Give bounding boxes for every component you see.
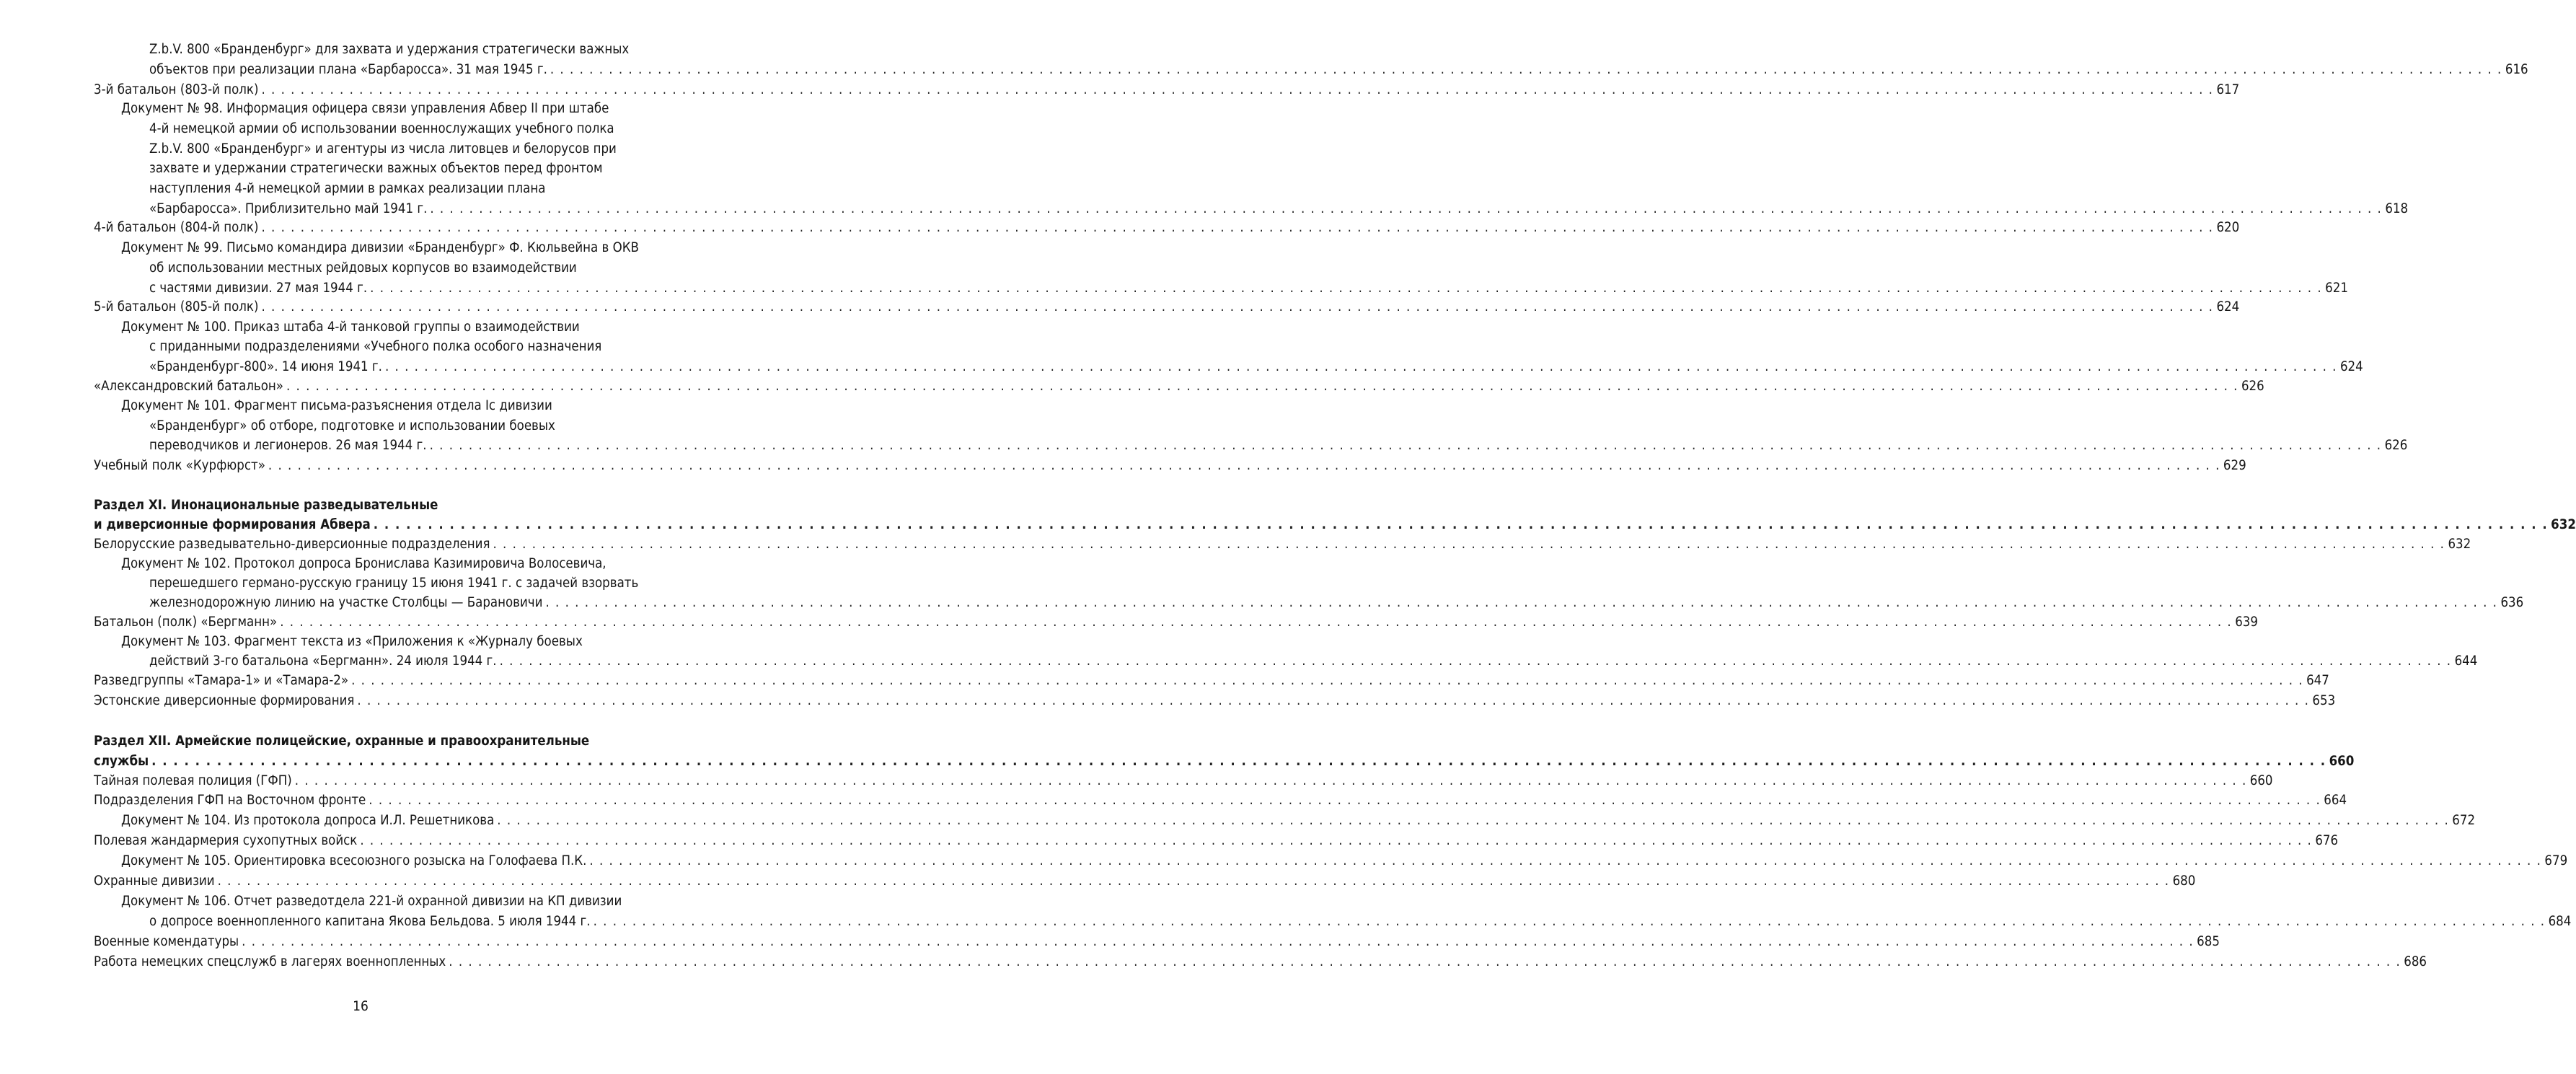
dot-leader: . . . . . . . . . . . . . . . . . . . . . . . . . . . . . . . . . . . . . . . . . . . . . . . . . . . . . . . . . . . . . . . . . . . . . . . . . . . . . . . . . . . . . . . . . . . . . . . . . . . . . . . . . . . . . . . . . . . . . . . . . . . . . . . . . . . . . . . . . . . . . . . . . . . . . . . . . . . . . . . . . . . . . . . . . . . . . . . . . . . . . . . . . . . . . . . . . . . . . . . . <box>545 595 2498 610</box>
toc-entry-title: Документ № 102. Протокол допроса Бронислава Казимировича Волосевича, <box>121 556 606 571</box>
toc-entry-title: Раздел XI. Инонациональные разведывательные <box>94 498 438 513</box>
toc-entry-title: объектов при реализации плана «Барбаросса». 31 мая 1945 г. <box>149 62 547 77</box>
toc-entry-title: Эстонские диверсионные формирования <box>94 693 355 708</box>
toc-line <box>121 99 609 119</box>
toc-line <box>94 791 2347 811</box>
dot-leader: . . . . . . . . . . . . . . . . . . . . . . . . . . . . . . . . . . . . . . . . . . . . . . . . . . . . . . . . . . . . . . . . . . . . . . . . . . . . . . . . . . . . . . . . . . . . . . . . . . . . . . . . . . . . . . . . . . . . . . . . . . . . . . . . . . . . . . . . . . . . . . . . . . . . . . . . . . . . . . . . . . . . . . . . . . . . . . . . . . . . . . . . . . . . . . . . . . . . . . . . <box>589 853 2542 868</box>
toc-line <box>121 811 2476 831</box>
page-number: 16 <box>353 998 369 1014</box>
toc-line <box>121 851 2568 871</box>
toc-page-number: 685 <box>2197 934 2220 949</box>
toc-page-number: 660 <box>2249 773 2273 788</box>
dot-leader: . . . . . . . . . . . . . . . . . . . . . . . . . . . . . . . . . . . . . . . . . . . . . . . . . . . . . . . . . . . . . . . . . . . . . . . . . . . . . . . . . . . . . . . . . . . . . . . . . . . . . . . . . . . . . . . . . . . . . . . . . . . . . . . . . . . . . . . . . . . . . . . . . . . . . . . . . . . . . . . . . . . . . . . . . . . . . . . . . . . . . . . . . . . . . . . . . . . . . . . . <box>384 359 2337 374</box>
toc-entry-title: Раздел XII. Армейские полицейские, охранные и правоохранительные <box>94 734 590 749</box>
toc-entry-title: Документ № 104. Из протокола допроса И.Л. Решетникова <box>121 813 495 828</box>
toc-entry-title: железнодорожную линию на участке Столбцы — Барановичи <box>149 595 543 610</box>
toc-line <box>94 534 2471 555</box>
toc-entry-title: захвате и удержании стратегически важных объектов перед фронтом <box>149 161 603 176</box>
dot-leader: . . . . . . . . . . . . . . . . . . . . . . . . . . . . . . . . . . . . . . . . . . . . . . . . . . . . . . . . . . . . . . . . . . . . . . . . . . . . . . . . . . . . . . . . . . . . . . . . . . . . . . . . . . . . . . . . . . . . . . . . . . . . . . . . . . . . . . . . . . . . . . . . . . . . . . . . . . . . . . . . . . . . . . . . . . . . . . . . . . . . . . . . . . . . . . . . . . . . . . . . <box>497 813 2450 828</box>
toc-entry-title: Полевая жандармерия сухопутных войск <box>94 833 358 848</box>
toc-line <box>149 416 555 436</box>
toc-page-number: 679 <box>2544 853 2568 868</box>
toc-page-number: 686 <box>2404 954 2427 969</box>
toc-entry-title: Документ № 106. Отчет разведотдела 221-й охранной дивизии на КП дивизии <box>121 894 622 909</box>
toc-line <box>121 317 580 338</box>
dot-leader: . . . . . . . . . . . . . . . . . . . . . . . . . . . . . . . . . . . . . . . . . . . . . . . . . . . . . . . . . . . . . . . . . . . . . . . . . . . . . . . . . . . . . . . . . . . . . . . . . . . . . . . . . . . . . . . . . . . . . . . . . . . . . . . . . . . . . . . . . . . . . . . . . . . . . . . . . . . . . . . . . . . . . . . . . . . . . . . . . . . . . . . . . . . . . . . . . . . . . . . . <box>151 754 2326 769</box>
toc-entry-title: Белорусские разведывательно-диверсионные подразделения <box>94 537 490 552</box>
toc-line <box>94 831 2339 851</box>
dot-leader: . . . . . . . . . . . . . . . . . . . . . . . . . . . . . . . . . . . . . . . . . . . . . . . . . . . . . . . . . . . . . . . . . . . . . . . . . . . . . . . . . . . . . . . . . . . . . . . . . . . . . . . . . . . . . . . . . . . . . . . . . . . . . . . . . . . . . . . . . . . . . . . . . . . . . . . . . . . . . . . . . . . . . . . . . . . . . . . . . . . . . . . . . . . . . . . . . . . . . . . . <box>294 773 2247 788</box>
toc-entry-title: Документ № 103. Фрагмент текста из «Приложения к «Журналу боевых <box>121 634 583 649</box>
toc-entry-title: Тайная полевая полиция (ГФП) <box>94 773 292 788</box>
toc-line <box>149 337 601 357</box>
dot-leader: . . . . . . . . . . . . . . . . . . . . . . . . . . . . . . . . . . . . . . . . . . . . . . . . . . . . . . . . . . . . . . . . . . . . . . . . . . . . . . . . . . . . . . . . . . . . . . . . . . . . . . . . . . . . . . . . . . . . . . . . . . . . . . . . . . . . . . . . . . . . . . . . . . . . . . . . . . . . . . . . . . . . . . . . . . . . . . . . . . . . . . . . . . . . . . . . . . . . . . . . <box>550 62 2502 77</box>
toc-entry-title: 5-й батальон (805-й полк) <box>94 299 259 314</box>
toc-page-number: 660 <box>2329 754 2355 769</box>
toc-page-number: 680 <box>2172 873 2196 889</box>
toc-line <box>94 297 2240 317</box>
toc-page-number: 632 <box>2448 537 2471 552</box>
toc-line <box>94 671 2329 691</box>
toc-page-number: 621 <box>2325 281 2348 296</box>
toc-line <box>121 632 583 652</box>
toc-entry-title: Учебный полк «Курфюрст» <box>94 458 265 473</box>
toc-entry-title: Документ № 101. Фрагмент письма-разъяснения отдела Ic дивизии <box>121 398 552 413</box>
toc-entry-title: 4-й батальон (804-й полк) <box>94 220 259 235</box>
toc-page-number: 624 <box>2216 299 2240 314</box>
toc-entry-title: о допросе военнопленного капитана Якова Бельдова. 5 июля 1944 г. <box>149 914 591 929</box>
toc-entry-title: Подразделения ГФП на Восточном фронте <box>94 793 366 808</box>
toc-page-number: 632 <box>2551 517 2576 532</box>
dot-leader: . . . . . . . . . . . . . . . . . . . . . . . . . . . . . . . . . . . . . . . . . . . . . . . . . . . . . . . . . . . . . . . . . . . . . . . . . . . . . . . . . . . . . . . . . . . . . . . . . . . . . . . . . . . . . . . . . . . . . . . . . . . . . . . . . . . . . . . . . . . . . . . . . . . . . . . . . . . . . . . . . . . . . . . . . . . . . . . . . . . . . . . . . . . . . . . . . . . . . . . . <box>261 82 2214 97</box>
toc-line <box>94 871 2196 892</box>
dot-leader: . . . . . . . . . . . . . . . . . . . . . . . . . . . . . . . . . . . . . . . . . . . . . . . . . . . . . . . . . . . . . . . . . . . . . . . . . . . . . . . . . . . . . . . . . . . . . . . . . . . . . . . . . . . . . . . . . . . . . . . . . . . . . . . . . . . . . . . . . . . . . . . . . . . . . . . . . . . . . . . . . . . . . . . . . . . . . . . . . . . . . . . . . . . . . . . . . . . . . . . . <box>280 615 2233 630</box>
dot-leader: . . . . . . . . . . . . . . . . . . . . . . . . . . . . . . . . . . . . . . . . . . . . . . . . . . . . . . . . . . . . . . . . . . . . . . . . . . . . . . . . . . . . . . . . . . . . . . . . . . . . . . . . . . . . . . . . . . . . . . . . . . . . . . . . . . . . . . . . . . . . . . . . . . . . . . . . . . . . . . . . . . . . . . . . . . . . . . . . . . . . . . . . . . . . . . . . . . . . . . . . <box>351 673 2304 688</box>
toc-line <box>121 892 622 912</box>
toc-entry-title: об использовании местных рейдовых корпусов во взаимодействии <box>149 260 577 276</box>
toc-line <box>149 357 2363 377</box>
toc-line <box>94 456 2246 476</box>
toc-entry-title: Военные комендатуры <box>94 934 239 949</box>
dot-leader: . . . . . . . . . . . . . . . . . . . . . . . . . . . . . . . . . . . . . . . . . . . . . . . . . . . . . . . . . . . . . . . . . . . . . . . . . . . . . . . . . . . . . . . . . . . . . . . . . . . . . . . . . . . . . . . . . . . . . . . . . . . . . . . . . . . . . . . . . . . . . . . . . . . . . . . . . . . . . . . . . . . . . . . . . . . . . . . . . . . . . . . . . . . . . . . . . . . . . . . . <box>370 281 2323 296</box>
dot-leader: . . . . . . . . . . . . . . . . . . . . . . . . . . . . . . . . . . . . . . . . . . . . . . . . . . . . . . . . . . . . . . . . . . . . . . . . . . . . . . . . . . . . . . . . . . . . . . . . . . . . . . . . . . . . . . . . . . . . . . . . . . . . . . . . . . . . . . . . . . . . . . . . . . . . . . . . . . . . . . . . . . . . . . . . . . . . . . . . . . . . . . . . . . . . . . . . . . . . . . . . <box>357 693 2310 708</box>
toc-line <box>149 436 2408 456</box>
toc-entry-title: «Бранденбург-800». 14 июня 1941 г. <box>149 359 382 374</box>
toc-line <box>149 258 577 278</box>
toc-page-number: 616 <box>2505 62 2528 77</box>
dot-leader: . . . . . . . . . . . . . . . . . . . . . . . . . . . . . . . . . . . . . . . . . . . . . . . . . . . . . . . . . . . . . . . . . . . . . . . . . . . . . . . . . . . . . . . . . . . . . . . . . . . . . . . . . . . . . . . . . . . . . . . . . . . . . . . . . . . . . . . . . . . . . . . . . . . . . . . . . . . . . . . . . . . . . . . . . . . . . . . . . . . . . . . . . . . . . . . . . . . . . . . . <box>360 833 2313 848</box>
toc-page-number: 626 <box>2384 438 2408 453</box>
toc-entry-title: Z.b.V. 800 «Бранденбург» для захвата и удержания стратегически важных <box>149 42 630 57</box>
toc-line <box>149 40 629 60</box>
toc-entry-title: Документ № 98. Информация офицера связи управления Абвер II при штабе <box>121 101 609 116</box>
toc-page-number: 664 <box>2324 793 2347 808</box>
dot-leader: . . . . . . . . . . . . . . . . . . . . . . . . . . . . . . . . . . . . . . . . . . . . . . . . . . . . . . . . . . . . . . . . . . . . . . . . . . . . . . . . . . . . . . . . . . . . . . . . . . . . . . . . . . . . . . . . . . . . . . . . . . . . . . . . . . . . . . . . . . . . . . . . . . . . . . . . . . . . . . . . . . . . . . . . . . . . . . . . . . . . . . . . . . . . . . . . . . . . . . . . <box>268 458 2220 473</box>
toc-line <box>149 179 545 199</box>
toc-page-number: 644 <box>2454 653 2478 669</box>
toc-line <box>94 80 2240 100</box>
toc-line <box>121 396 552 416</box>
dot-leader: . . . . . . . . . . . . . . . . . . . . . . . . . . . . . . . . . . . . . . . . . . . . . . . . . . . . . . . . . . . . . . . . . . . . . . . . . . . . . . . . . . . . . . . . . . . . . . . . . . . . . . . . . . . . . . . . . . . . . . . . . . . . . . . . . . . . . . . . . . . . . . . . . . . . . . . . . . . . . . . . . . . . . . . . . . . . . . . . . . . . . . . . . . . . . . . . . . . . . . . . <box>286 379 2238 394</box>
toc-page-number: 647 <box>2306 673 2329 688</box>
toc-entry-title: Документ № 100. Приказ штаба 4-й танковой группы о взаимодействии <box>121 320 580 335</box>
toc-entry-title: и диверсионные формирования Абвера <box>94 517 371 532</box>
dot-leader: . . . . . . . . . . . . . . . . . . . . . . . . . . . . . . . . . . . . . . . . . . . . . . . . . . . . . . . . . . . . . . . . . . . . . . . . . . . . . . . . . . . . . . . . . . . . . . . . . . . . . . . . . . . . . . . . . . . . . . . . . . . . . . . . . . . . . . . . . . . . . . . . . . . . . . . . . . . . . . . . . . . . . . . . . . . . . . . . . . . . . . . . . . . . . . . . . . . . . . . . <box>217 873 2170 889</box>
dot-leader: . . . . . . . . . . . . . . . . . . . . . . . . . . . . . . . . . . . . . . . . . . . . . . . . . . . . . . . . . . . . . . . . . . . . . . . . . . . . . . . . . . . . . . . . . . . . . . . . . . . . . . . . . . . . . . . . . . . . . . . . . . . . . . . . . . . . . . . . . . . . . . . . . . . . . . . . . . . . . . . . . . . . . . . . . . . . . . . . . . . . . . . . . . . . . . . . . . . . . . . . <box>449 954 2401 969</box>
toc-line <box>149 278 2348 299</box>
toc-page-number: 653 <box>2312 693 2336 708</box>
toc-line <box>94 612 2258 633</box>
toc-page-number: 672 <box>2452 813 2476 828</box>
toc-entry-title: службы <box>94 754 149 769</box>
toc-page-number: 676 <box>2315 833 2339 848</box>
toc-page-number: 626 <box>2241 379 2264 394</box>
toc-entry-title: «Бранденбург» об отборе, подготовке и использовании боевых <box>149 418 555 433</box>
toc-entry-title: наступления 4-й немецкой армии в рамках реализации плана <box>149 181 546 196</box>
toc-entry-title: Документ № 99. Письмо командира дивизии «Бранденбург» Ф. Кюльвейна в ОКВ <box>121 240 639 255</box>
dot-leader: . . . . . . . . . . . . . . . . . . . . . . . . . . . . . . . . . . . . . . . . . . . . . . . . . . . . . . . . . . . . . . . . . . . . . . . . . . . . . . . . . . . . . . . . . . . . . . . . . . . . . . . . . . . . . . . . . . . . . . . . . . . . . . . . . . . . . . . . . . . . . . . . . . . . . . . . . . . . . . . . . . . . . . . . . . . . . . . . . . . . . . . . . . . . . . . . . . . . . . . . <box>499 653 2452 669</box>
toc-line <box>149 593 2524 613</box>
dot-leader: . . . . . . . . . . . . . . . . . . . . . . . . . . . . . . . . . . . . . . . . . . . . . . . . . . . . . . . . . . . . . . . . . . . . . . . . . . . . . . . . . . . . . . . . . . . . . . . . . . . . . . . . . . . . . . . . . . . . . . . . . . . . . . . . . . . . . . . . . . . . . . . . . . . . . . . . . . . . . . . . . . . . . . . . . . . . . . . . . . . . . . . . . . . . . . . . . . . . . . . . <box>493 537 2445 552</box>
toc-page-number: 617 <box>2216 82 2240 97</box>
toc-entry-title: Разведгруппы «Тамара-1» и «Тамара-2» <box>94 673 349 688</box>
toc-entry-title: Батальон (полк) «Бергманн» <box>94 615 278 630</box>
toc-line <box>94 771 2273 791</box>
section-heading-line <box>94 515 2576 535</box>
toc-line <box>149 912 2572 932</box>
toc-entry-title: Z.b.V. 800 «Бранденбург» и агентуры из числа литовцев и белорусов при <box>149 141 617 157</box>
toc-entry-title: действий 3-го батальона «Бергманн». 24 июля 1944 г. <box>149 653 497 669</box>
toc-entry-title: с приданными подразделениями «Учебного полка особого назначения <box>149 339 602 354</box>
section-heading-line <box>94 731 589 752</box>
toc-line <box>94 377 2264 397</box>
toc-line <box>149 573 638 594</box>
toc-line <box>94 218 2240 238</box>
toc-entry-title: 3-й батальон (803-й полк) <box>94 82 259 97</box>
toc-entry-title: «Александровский батальон» <box>94 379 283 394</box>
toc-line <box>121 238 639 258</box>
toc-entry-title: переводчиков и легионеров. 26 мая 1944 г. <box>149 438 427 453</box>
dot-leader: . . . . . . . . . . . . . . . . . . . . . . . . . . . . . . . . . . . . . . . . . . . . . . . . . . . . . . . . . . . . . . . . . . . . . . . . . . . . . . . . . . . . . . . . . . . . . . . . . . . . . . . . . . . . . . . . . . . . . . . . . . . . . . . . . . . . . . . . . . . . . . . . . . . . . . . . . . . . . . . . . . . . . . . . . . . . . . . . . . . . . . . . . . . . . . . . . . . . . . . . <box>261 299 2214 314</box>
toc-line <box>149 60 2528 80</box>
dot-leader: . . . . . . . . . . . . . . . . . . . . . . . . . . . . . . . . . . . . . . . . . . . . . . . . . . . . . . . . . . . . . . . . . . . . . . . . . . . . . . . . . . . . . . . . . . . . . . . . . . . . . . . . . . . . . . . . . . . . . . . . . . . . . . . . . . . . . . . . . . . . . . . . . . . . . . . . . . . . . . . . . . . . . . . . . . . . . . . . . . . . . . . . . . . . . . . . . . . . . . . . <box>261 220 2214 235</box>
section-heading-line <box>94 752 2355 772</box>
dot-leader: . . . . . . . . . . . . . . . . . . . . . . . . . . . . . . . . . . . . . . . . . . . . . . . . . . . . . . . . . . . . . . . . . . . . . . . . . . . . . . . . . . . . . . . . . . . . . . . . . . . . . . . . . . . . . . . . . . . . . . . . . . . . . . . . . . . . . . . . . . . . . . . . . . . . . . . . . . . . . . . . . . . . . . . . . . . . . . . . . . . . . . . . . . . . . . . . . . . . . . . . <box>242 934 2195 949</box>
toc-line <box>149 159 603 179</box>
toc-line <box>149 119 614 139</box>
toc-page-number: 636 <box>2500 595 2524 610</box>
toc-page-number: 618 <box>2385 201 2409 216</box>
toc-entry-title: Охранные дивизии <box>94 873 215 889</box>
toc-line <box>149 139 617 159</box>
toc-entry-title: с частями дивизии. 27 мая 1944 г. <box>149 281 368 296</box>
toc-line <box>94 932 2220 952</box>
toc-entry-title: «Барбаросса». Приблизительно май 1941 г. <box>149 201 428 216</box>
dot-leader: . . . . . . . . . . . . . . . . . . . . . . . . . . . . . . . . . . . . . . . . . . . . . . . . . . . . . . . . . . . . . . . . . . . . . . . . . . . . . . . . . . . . . . . . . . . . . . . . . . . . . . . . . . . . . . . . . . . . . . . . . . . . . . . . . . . . . . . . . . . . . . . . . . . . . . . . . . . . . . . . . . . . . . . . . . . . . . . . . . . . . . . . . . . . . . . . . . . . . . . . <box>429 438 2382 453</box>
dot-leader: . . . . . . . . . . . . . . . . . . . . . . . . . . . . . . . . . . . . . . . . . . . . . . . . . . . . . . . . . . . . . . . . . . . . . . . . . . . . . . . . . . . . . . . . . . . . . . . . . . . . . . . . . . . . . . . . . . . . . . . . . . . . . . . . . . . . . . . . . . . . . . . . . . . . . . . . . . . . . . . . . . . . . . . . . . . . . . . . . . . . . . . . . . . . . . . . . . . . . . . . <box>593 914 2546 929</box>
toc-line <box>94 952 2427 972</box>
dot-leader: . . . . . . . . . . . . . . . . . . . . . . . . . . . . . . . . . . . . . . . . . . . . . . . . . . . . . . . . . . . . . . . . . . . . . . . . . . . . . . . . . . . . . . . . . . . . . . . . . . . . . . . . . . . . . . . . . . . . . . . . . . . . . . . . . . . . . . . . . . . . . . . . . . . . . . . . . . . . . . . . . . . . . . . . . . . . . . . . . . . . . . . . . . . . . . . . . . . . . . . . <box>369 793 2321 808</box>
toc-line <box>149 199 2409 219</box>
toc-entry-title: перешедшего германо-русскую границу 15 июня 1941 г. с задачей взорвать <box>149 576 639 591</box>
toc-line <box>121 554 606 574</box>
section-heading-line <box>94 496 438 516</box>
toc-entry-title: 4-й немецкой армии об использовании военнослужащих учебного полка <box>149 121 614 136</box>
dot-leader: . . . . . . . . . . . . . . . . . . . . . . . . . . . . . . . . . . . . . . . . . . . . . . . . . . . . . . . . . . . . . . . . . . . . . . . . . . . . . . . . . . . . . . . . . . . . . . . . . . . . . . . . . . . . . . . . . . . . . . . . . . . . . . . . . . . . . . . . . . . . . . . . . . . . . . . . . . . . . . . . . . . . . . . . . . . . . . . . . . . . . . . . . . . . . . . . . . . . . . . . <box>373 517 2549 532</box>
toc-line <box>149 651 2478 672</box>
dot-leader: . . . . . . . . . . . . . . . . . . . . . . . . . . . . . . . . . . . . . . . . . . . . . . . . . . . . . . . . . . . . . . . . . . . . . . . . . . . . . . . . . . . . . . . . . . . . . . . . . . . . . . . . . . . . . . . . . . . . . . . . . . . . . . . . . . . . . . . . . . . . . . . . . . . . . . . . . . . . . . . . . . . . . . . . . . . . . . . . . . . . . . . . . . . . . . . . . . . . . . . . <box>430 201 2383 216</box>
toc-entry-title: Документ № 105. Ориентировка всесоюзного розыска на Голофаева П.К. <box>121 853 587 868</box>
toc-page-number: 620 <box>2216 220 2240 235</box>
toc-page-number: 629 <box>2223 458 2246 473</box>
toc-page-number: 624 <box>2339 359 2363 374</box>
toc-page-number: 639 <box>2235 615 2258 630</box>
toc-page-number: 684 <box>2548 914 2572 929</box>
toc-line <box>94 691 2336 711</box>
toc-entry-title: Работа немецких спецслужб в лагерях военнопленных <box>94 954 446 969</box>
